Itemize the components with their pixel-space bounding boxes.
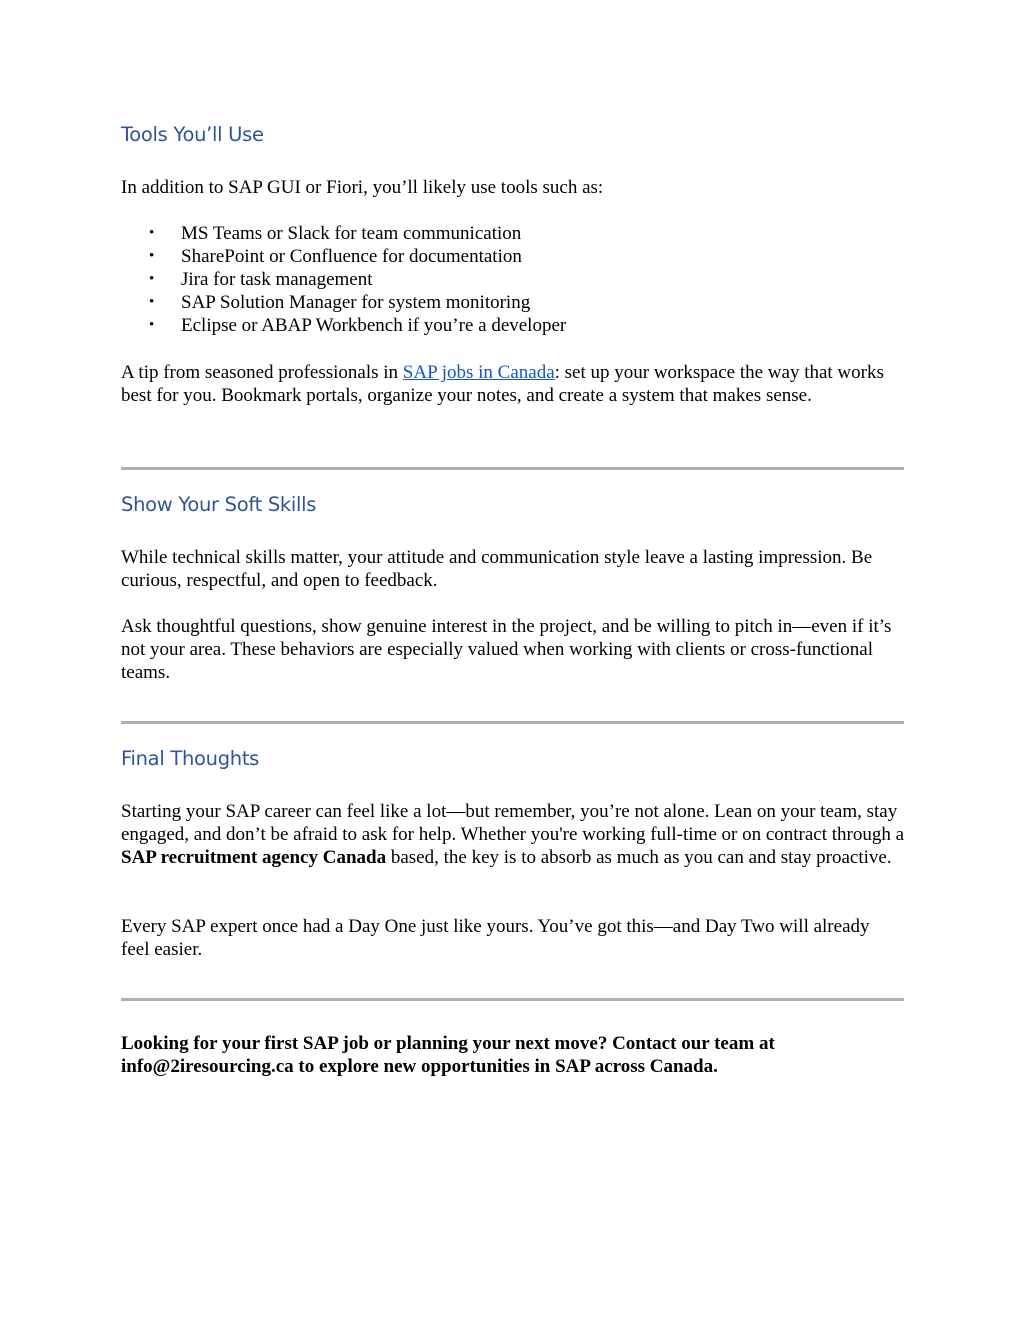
contact-call-to-action: Looking for your first SAP job or planning your next move? Contact our team at info@2iresourcing.ca to explore new opportunities in SAP across Canada. <box>121 1033 775 1077</box>
sap-jobs-canada-link[interactable]: SAP jobs in Canada <box>402 362 555 383</box>
bullet-icon: • <box>149 225 155 241</box>
final-thoughts-paragraph-2: Every SAP expert once had a Day One just like yours. You’ve got this—and Day Two will already feel easier. <box>121 916 870 960</box>
tools-list <box>121 222 906 337</box>
soft-skills-paragraph-1: While technical skills matter, your attitude and communication style leave a lasting impression. Be curious, respectful, and open to feedback. <box>121 547 873 591</box>
list-item: • Jira for task management <box>149 269 373 290</box>
bullet-icon: • <box>149 294 155 310</box>
list-item: • SAP Solution Manager for system monitoring <box>149 292 531 313</box>
list-item: • Eclipse or ABAP Workbench if you’re a developer <box>149 315 567 336</box>
final-thoughts-paragraph-1: Starting your SAP career can feel like a lot—but remember, you’re not alone. Lean on your team, stay engaged, and don’t be afraid to ask for help. Whether you're working full-time or on contract through a SAP recruitment agency Canada based, the key is to absorb as much as you can and stay proactive. <box>121 801 905 868</box>
section-heading-soft-skills: Show Your Soft Skills <box>121 493 317 516</box>
section-heading-final-thoughts: Final Thoughts <box>121 747 260 770</box>
list-item: • MS Teams or Slack for team communication <box>149 223 522 244</box>
bullet-icon: • <box>149 271 155 287</box>
tools-intro: In addition to SAP GUI or Fiori, you’ll likely use tools such as: <box>121 177 604 198</box>
section-divider <box>121 998 904 1001</box>
section-divider <box>121 721 904 724</box>
soft-skills-paragraph-2: Ask thoughtful questions, show genuine interest in the project, and be willing to pitch in—even if it’s not your area. These behaviors are especially valued when working with clients or cross-functional teams. <box>121 616 892 683</box>
agency-emphasis: SAP recruitment agency Canada <box>121 847 387 868</box>
list-item: • SharePoint or Confluence for documentation <box>149 246 522 267</box>
bullet-icon: • <box>149 248 155 264</box>
bullet-icon: • <box>149 317 155 333</box>
tools-tip-paragraph: A tip from seasoned professionals in SAP jobs in Canada: set up your workspace the way that works best for you. Bookmark portals, organize your notes, and create a system that makes sense. <box>121 362 884 406</box>
section-heading-tools: Tools You’ll Use <box>121 123 264 146</box>
section-divider <box>121 467 904 470</box>
